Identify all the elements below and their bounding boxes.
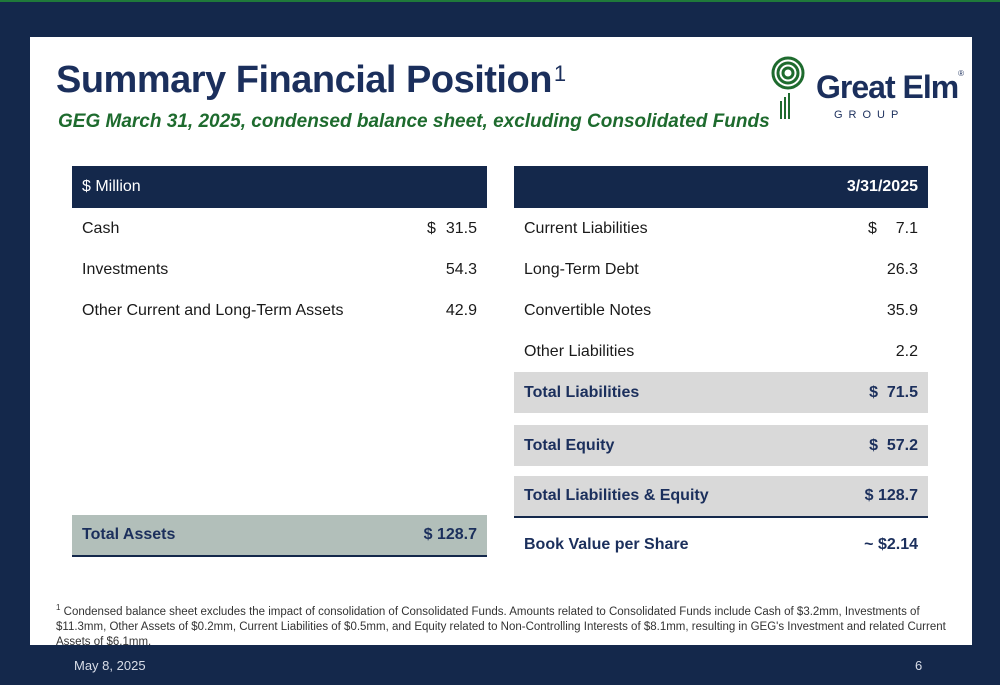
total-liabilities-row: [514, 372, 928, 413]
liabilities-table: [514, 166, 928, 565]
logo-wordmark: Great Elm®: [816, 69, 964, 105]
row-value: $ 71.5: [869, 383, 918, 401]
table-row: [514, 331, 928, 372]
table-row: [514, 290, 928, 331]
footnote-text: Condensed balance sheet excludes the impact of consolidation of Consolidated Funds. Amounts related to Consolidated Funds include Cash of $3.2mm, Investments of $11.3mm, Other Assets of $0.2mm, Current Liabilities of $0.5mm, and Equity related to Non-Controlling Interests of $8.1mm, resulting in GEG's Investment and related Current Assets of $6.1mm.: [56, 605, 946, 648]
row-value: $ 31.5: [427, 219, 477, 237]
row-value: $ 128.7: [864, 487, 918, 504]
table-row: [72, 249, 487, 290]
row-value: 35.9: [886, 301, 918, 319]
liabilities-table-header: 3/31/2025: [514, 166, 928, 208]
row-label: Other Current and Long-Term Assets: [82, 301, 344, 319]
footnote: [56, 600, 956, 650]
row-label: Investments: [82, 260, 169, 278]
row-label: Total Equity: [524, 436, 615, 454]
row-label: Long-Term Debt: [524, 260, 639, 278]
row-label: Current Liabilities: [524, 219, 648, 237]
total-assets-row: [72, 515, 487, 557]
logo-group-label: GROUP: [834, 109, 905, 121]
assets-table-header: $ Million: [72, 166, 487, 208]
table-row: [72, 208, 487, 249]
elm-emblem-icon: [768, 55, 812, 125]
footnote-mark: 1: [56, 603, 61, 612]
table-row: [514, 249, 928, 290]
row-value: 2.2: [895, 342, 918, 360]
row-label: Total Assets: [82, 526, 176, 543]
row-label: Total Liabilities: [524, 383, 640, 401]
great-elm-logo: [768, 55, 964, 125]
row-value: 54.3: [445, 260, 477, 278]
row-label: Book Value per Share: [524, 535, 689, 553]
row-label: Total Liabilities & Equity: [524, 487, 709, 504]
row-value: $ 128.7: [423, 526, 477, 543]
table-row: [514, 208, 928, 249]
row-value: 26.3: [886, 260, 918, 278]
row-value: $ 7.1: [868, 219, 918, 237]
top-accent-line: [0, 0, 1000, 2]
row-label: Other Liabilities: [524, 342, 635, 360]
page-number: 6: [915, 658, 923, 673]
book-value-row: [514, 524, 928, 565]
footer-date: May 8, 2025: [74, 658, 146, 673]
row-label: Cash: [82, 219, 120, 237]
slide: [30, 37, 972, 648]
assets-table: [72, 166, 487, 557]
title-footnote-mark: 1: [553, 61, 566, 86]
row-label: Convertible Notes: [524, 301, 652, 319]
total-equity-row: [514, 425, 928, 466]
page-title: Summary Financial Position$^1$: [56, 59, 566, 101]
row-value: 42.9: [445, 301, 477, 319]
total-liabilities-equity-row: [514, 476, 928, 518]
page-subtitle: GEG March 31, 2025, condensed balance sheet, excluding Consolidated Funds: [58, 111, 770, 132]
table-row: [72, 290, 487, 331]
row-value: ~ $2.14: [864, 535, 918, 553]
row-value: $ 57.2: [869, 436, 918, 454]
